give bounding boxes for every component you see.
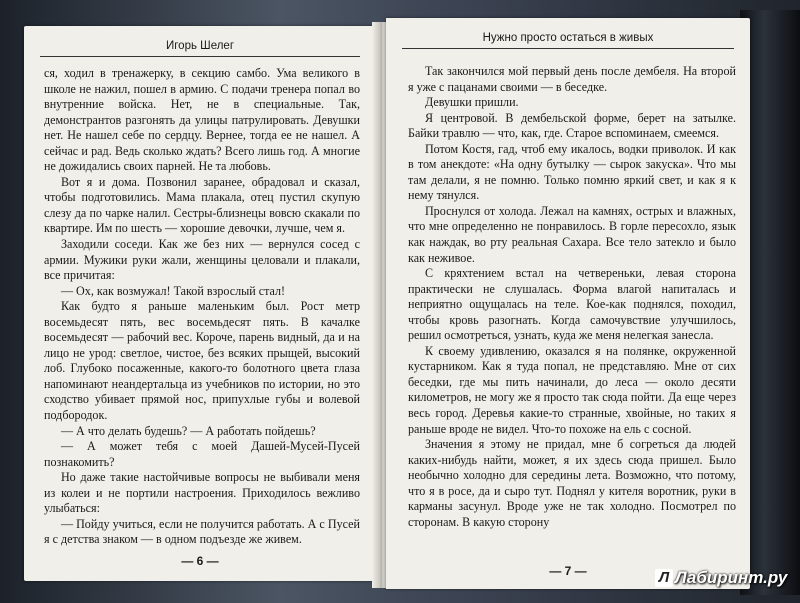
- labirint-watermark: [655, 568, 795, 594]
- paragraph: — Пойду учиться, если не получится работать. А с Пусей я с детства знаком — в одном подъезде же живем.: [44, 516, 360, 547]
- left-page-body: [44, 66, 360, 548]
- left-page: [24, 26, 376, 581]
- right-page-header: Нужно просто остаться в живых: [402, 30, 734, 49]
- paragraph: Потом Костя, гад, чтоб ему икалось, водки приволок. И как в том анекдоте: «На одну бутылку — сырок закуска». Что мы там делали, я не помню. Только помню яркий свет, и как я к нему тянулся.: [408, 141, 736, 203]
- paragraph: К своему удивлению, оказался я на полянке, окруженной кустарником. Как я туда попал, не представляю. Мне от сих беседки, где мы пить начинали, до леса — около десяти километров, не могу же я просто так сюда пойти. Да еще через весь город. Деревья какие-то странные, хвойные, но таких я раньше вроде не видел. Что-то похоже на ель с сосной.: [408, 343, 736, 436]
- paragraph: Заходили соседи. Как же без них — вернулся сосед с армии. Мужики руки жали, женщины целовали и плакали, все причитая:: [44, 237, 360, 283]
- paragraph: ся, ходил в тренажерку, в секцию самбо. Ума великого в школе не нажил, пошел в армию. С подачи тренера попал во внутренние войска. Нет, не в специальные. Так, демонстрантов разгонять да улицы патрулировать. Девушки нет. Не нашел себе по сердцу. Вернее, тогда ее не нашел. А сейчас и рад. Ведь сколько ждать? Всего лишь год. А многие не дожидались своих парней. Не та любовь.: [44, 66, 360, 174]
- paragraph: — Ох, как возмужал! Такой взрослый стал!: [60, 283, 286, 298]
- watermark-text: Лабиринт.ру: [675, 568, 788, 587]
- paragraph: — А может тебя с моей Дашей-Мусей-Пусей познакомить?: [44, 439, 360, 469]
- paragraph: Значения я этому не придал, мне б согреться да людей каких-нибудь найти, может, я их здесь сюда пришел. Было необычно холодно для середины лета. Возможно, что потому, что я в росе, да и сыро тут. Поднял у кителя воротник, руки в карманы засунул. Вроде уже не так холодно. Посмотрел по сторонам. В какую сторону: [408, 437, 736, 529]
- paragraph: Но даже такие настойчивые вопросы не выбивали меня из колеи и не портили настроения. Приходилось вежливо улыбаться:: [44, 470, 360, 516]
- paragraph: Девушки пришли.: [424, 95, 519, 110]
- paragraph: Так закончился мой первый день после дембеля. На второй я уже с пацанами своими — в беседке.: [408, 64, 736, 94]
- right-page-body: [408, 64, 736, 530]
- paragraph: Вот я и дома. Позвонил заранее, обрадовал и сказал, чтобы подготовились. Мама плакала, отец пустил скупую слезу да по чарке налил. Сестры-близнецы вовсю скакали по квартире. Им по шесть — хорошие девочки, лучше, чем я.: [44, 174, 360, 236]
- right-page: [386, 18, 750, 589]
- left-page-header: Игорь Шелег: [40, 38, 360, 57]
- paragraph: С кряхтением встал на четвереньки, левая сторона практически не слушалась. Форма влагой напиталась и неприятно ощущалась на теле. Кое-как поднялся, походил, чтобы кровь разогнать. Когда самочувствие улучшилось, решил осмотреться, узнать, куда же меня нелегкая занесла.: [408, 266, 736, 343]
- left-page-number: — 6 —: [181, 554, 219, 568]
- paragraph: Я центровой. В дембельской форме, берет на затылке. Байки травлю — что, как, где. Старое вспоминаем, смеемся.: [408, 110, 736, 141]
- paragraph: — А что делать будешь? — А работать пойдешь?: [60, 423, 316, 438]
- paragraph: Проснулся от холода. Лежал на камнях, острых и влажных, что мне определенно не понравилось. В горле пересохло, язык как наждак, во рту реальная Сахара. Все тело затекло и было как неживое.: [408, 203, 736, 265]
- labirint-logo-icon: Л: [655, 569, 673, 587]
- paragraph: Как будто я раньше маленьким был. Рост метр восемьдесят пять, вес восемьдесят пять. В качалке восемьдесят — рабочий вес. Короче, парень видный, да и на лицо не урод: светлое, чистое, без всяких прыщей, высокий лоб. Глубоко посаженные, какого-то болотного цвета глаза напоминают неандертальца из учебников по истории, но это сходство убивает прямой нос, припухлые губы и волевой подбородок.: [44, 299, 360, 423]
- right-page-number: — 7 —: [549, 564, 587, 578]
